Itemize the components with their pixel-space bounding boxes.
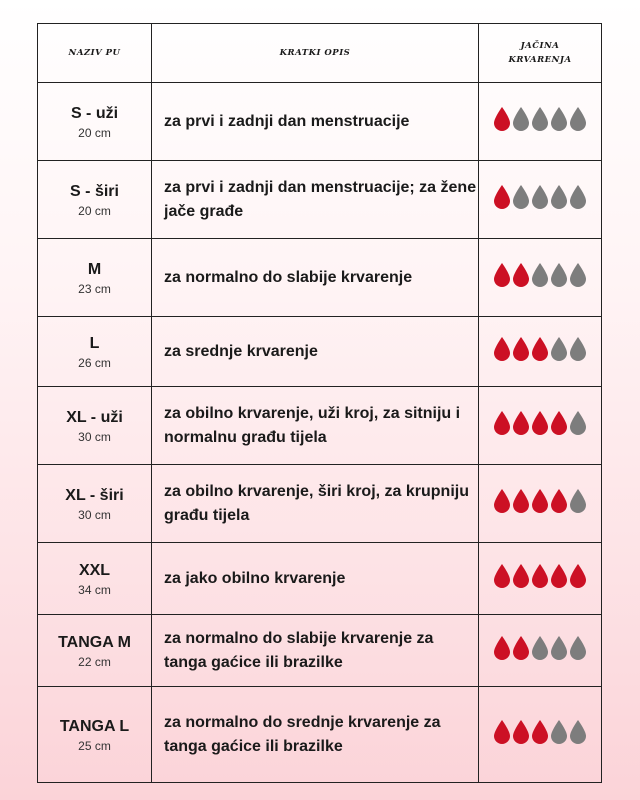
blood-drop-red-icon — [492, 635, 512, 661]
strength-drops — [493, 563, 588, 589]
blood-drop-grey-icon — [549, 635, 569, 661]
pad-name: L — [89, 334, 100, 352]
blood-drop-red-icon — [511, 635, 531, 661]
header-strength — [479, 24, 602, 83]
table-row — [38, 317, 602, 387]
table-row — [38, 615, 602, 687]
blood-drop-red-icon — [511, 719, 531, 745]
header-row — [38, 24, 602, 83]
pad-length: 25 cm — [78, 738, 111, 753]
pad-name-cell — [38, 687, 152, 783]
strength-cell — [479, 317, 602, 387]
strength-cell — [479, 387, 602, 465]
strength-cell — [479, 465, 602, 543]
blood-drop-red-icon — [492, 262, 512, 288]
blood-drop-grey-icon — [530, 262, 550, 288]
pad-name-cell — [38, 161, 152, 239]
strength-drops — [493, 106, 588, 132]
pad-length: 34 cm — [78, 582, 111, 597]
table-row — [38, 387, 602, 465]
table-row — [38, 543, 602, 615]
blood-drop-grey-icon — [568, 184, 588, 210]
strength-cell — [479, 615, 602, 687]
pad-length: 30 cm — [78, 507, 111, 522]
pad-name: XXL — [78, 561, 111, 579]
pad-description: za prvi i zadnji dan menstruacije — [152, 83, 479, 161]
blood-drop-red-icon — [549, 410, 569, 436]
table-row — [38, 687, 602, 783]
blood-drop-red-icon — [492, 410, 512, 436]
strength-drops — [493, 719, 588, 745]
blood-drop-grey-icon — [568, 336, 588, 362]
blood-drop-red-icon — [511, 488, 531, 514]
blood-drop-grey-icon — [549, 262, 569, 288]
strength-cell — [479, 161, 602, 239]
header-strength-line1: JAČINA — [520, 41, 560, 51]
pad-name-cell — [38, 317, 152, 387]
pad-name: TANGA M — [58, 633, 131, 651]
blood-drop-grey-icon — [568, 106, 588, 132]
blood-drop-grey-icon — [568, 262, 588, 288]
pad-description: za normalno do slabije krvarenje za tanga gaćice ili brazilke — [152, 615, 479, 687]
strength-cell — [479, 687, 602, 783]
blood-drop-grey-icon — [549, 719, 569, 745]
pad-name: XL - širi — [65, 486, 124, 504]
pad-name: XL - uži — [66, 408, 123, 426]
strength-cell — [479, 239, 602, 317]
blood-drop-red-icon — [511, 563, 531, 589]
pad-name-cell — [38, 465, 152, 543]
blood-drop-red-icon — [492, 184, 512, 210]
header-strength-line2: KRVARENJA — [508, 55, 572, 65]
blood-drop-red-icon — [530, 719, 550, 745]
blood-drop-grey-icon — [568, 635, 588, 661]
blood-drop-grey-icon — [549, 184, 569, 210]
table-row — [38, 465, 602, 543]
pad-description: za normalno do slabije krvarenje — [152, 239, 479, 317]
pad-size-table — [37, 23, 602, 783]
blood-drop-red-icon — [492, 336, 512, 362]
strength-drops — [493, 410, 588, 436]
strength-cell — [479, 83, 602, 161]
blood-drop-red-icon — [511, 262, 531, 288]
pad-name-cell — [38, 239, 152, 317]
blood-drop-red-icon — [530, 410, 550, 436]
blood-drop-red-icon — [492, 563, 512, 589]
blood-drop-grey-icon — [530, 184, 550, 210]
pad-description: za obilno krvarenje, širi kroj, za krupniju građu tijela — [152, 465, 479, 543]
pad-name: M — [87, 260, 102, 278]
strength-drops — [493, 635, 588, 661]
pad-name: S - uži — [70, 104, 119, 122]
pad-name-cell — [38, 615, 152, 687]
table-row — [38, 83, 602, 161]
blood-drop-red-icon — [511, 336, 531, 362]
blood-drop-red-icon — [549, 563, 569, 589]
strength-drops — [493, 488, 588, 514]
blood-drop-red-icon — [530, 563, 550, 589]
strength-drops — [493, 336, 588, 362]
blood-drop-grey-icon — [549, 106, 569, 132]
pad-name: TANGA L — [59, 717, 130, 735]
blood-drop-red-icon — [492, 106, 512, 132]
pad-description: za srednje krvarenje — [152, 317, 479, 387]
blood-drop-grey-icon — [568, 719, 588, 745]
blood-drop-red-icon — [492, 719, 512, 745]
strength-cell — [479, 543, 602, 615]
pad-description: za normalno do srednje krvarenje za tanga gaćice ili brazilke — [152, 687, 479, 783]
blood-drop-red-icon — [568, 563, 588, 589]
blood-drop-grey-icon — [568, 488, 588, 514]
pad-length: 23 cm — [78, 281, 111, 296]
table-row — [38, 161, 602, 239]
blood-drop-red-icon — [549, 488, 569, 514]
blood-drop-grey-icon — [568, 410, 588, 436]
blood-drop-red-icon — [511, 410, 531, 436]
header-name: NAZIV PU — [38, 24, 152, 83]
header-description: KRATKI OPIS — [152, 24, 479, 83]
pad-description: za obilno krvarenje, uži kroj, za sitniju i normalnu građu tijela — [152, 387, 479, 465]
strength-drops — [493, 184, 588, 210]
blood-drop-red-icon — [492, 488, 512, 514]
pad-length: 22 cm — [78, 654, 111, 669]
strength-drops — [493, 262, 588, 288]
blood-drop-red-icon — [530, 488, 550, 514]
pad-name-cell — [38, 83, 152, 161]
pad-length: 20 cm — [78, 125, 111, 140]
pad-length: 30 cm — [78, 429, 111, 444]
blood-drop-grey-icon — [530, 106, 550, 132]
pad-name: S - širi — [70, 182, 119, 200]
pad-name-cell — [38, 387, 152, 465]
pad-name-cell — [38, 543, 152, 615]
blood-drop-grey-icon — [530, 635, 550, 661]
blood-drop-grey-icon — [511, 106, 531, 132]
pad-length: 20 cm — [78, 203, 111, 218]
table-row — [38, 239, 602, 317]
blood-drop-grey-icon — [511, 184, 531, 210]
blood-drop-grey-icon — [549, 336, 569, 362]
pad-description: za jako obilno krvarenje — [152, 543, 479, 615]
blood-drop-red-icon — [530, 336, 550, 362]
pad-description: za prvi i zadnji dan menstruacije; za žene jače građe — [152, 161, 479, 239]
pad-length: 26 cm — [78, 355, 111, 370]
